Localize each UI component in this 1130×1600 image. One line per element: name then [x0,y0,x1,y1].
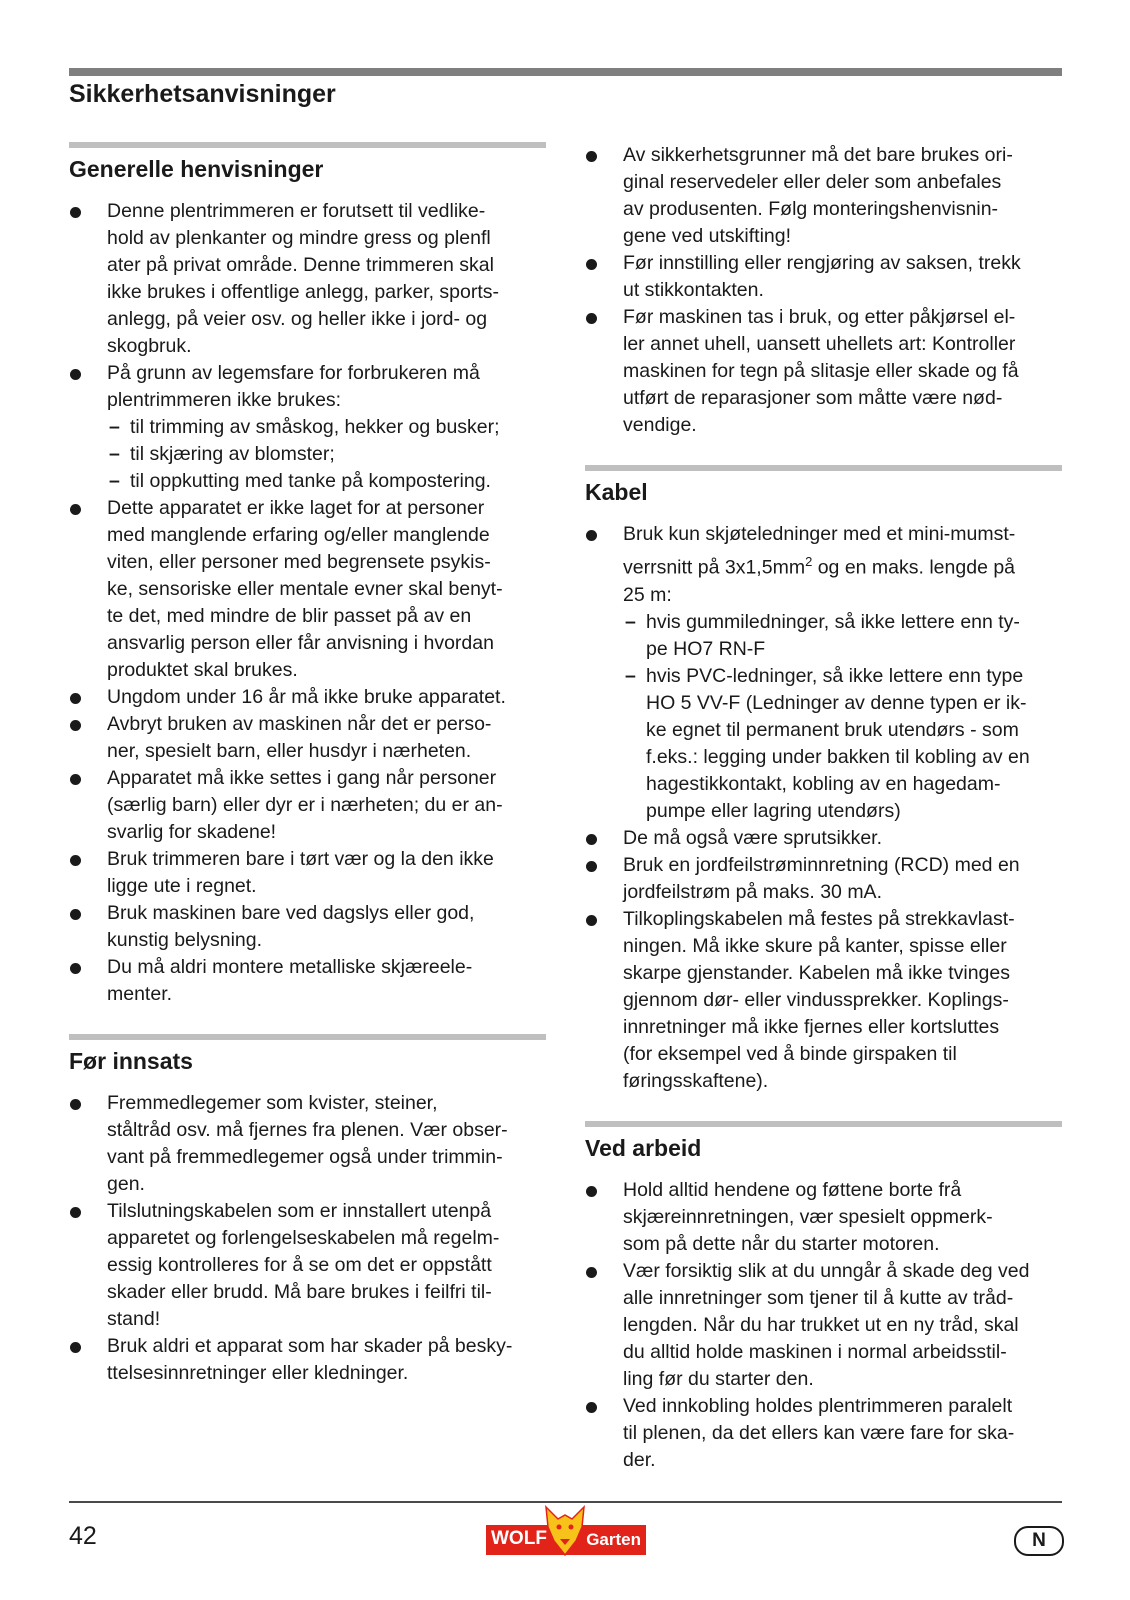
section-rule [69,1034,546,1040]
sub-item [107,414,546,441]
item-text: Apparatet må ikke settes i gang når personer (særlig barn) eller dyr er i nærheten; du er an- svarlig for skadene! [107,767,503,843]
bullet-list [585,142,1062,439]
item-text: Ungdom under 16 år må ikke bruke apparatet. [107,686,506,708]
sub-item-text: til oppkutting med tanke på kompostering. [130,470,491,492]
wolf-emblem-icon [542,1503,588,1559]
bullet-icon [586,915,597,926]
item-text: Tilkoplingskabelen må festes på strekkavlast- ningen. Må ikke skure på kanter, spisse eller skarpe gjenstander. Kabelen må ikke tvinges gjennom dør- eller vindussprekker. Koplings- innretninger må ikke fjernes eller kortsluttes (for eksempel ved å binde girspaken til føringsskaftene). [623,907,1015,1092]
sub-item [623,609,1062,663]
list-item [69,954,546,1008]
section-for-innsats [69,1034,546,1387]
section-title: Generelle henvisninger [69,156,324,182]
list-item [69,198,546,360]
item-text: Av sikkerhetsgrunner må det bare brukes ori- ginal reservedeler eller deler som anbefales av produsenten. Følg monteringshenvisnin- gene ved utskifting! [623,144,1013,247]
bullet-icon [586,1402,597,1413]
section-rule [585,1121,1062,1127]
bullet-icon [70,1099,81,1110]
sub-item-text: hvis gummiledninger, så ikke lettere enn ty- pe HO7 RN-F [646,610,1020,660]
section-rule [585,465,1062,471]
intro-right [585,142,1062,439]
sub-item [107,468,546,495]
list-item [585,852,1062,906]
list-item [69,1090,546,1198]
item-text: Hold alltid hendene og føttene borte frå skjæreinnretningen, vær spesielt oppmerk- som på dette når du starter motoren. [623,1178,993,1255]
item-text: Bruk en jordfeilstrøminnretning (RCD) med en jordfeilstrøm på maks. 30 mA. [623,853,1020,903]
item-text: Før innstilling eller rengjøring av saksen, trekk ut stikkontakten. [623,252,1021,301]
bullet-icon [586,1186,597,1197]
bullet-icon [586,861,597,872]
item-text-after: og en maks. lengde på 25 m: [623,556,1016,606]
logo-text-left: WOLF [491,1528,547,1549]
bullet-list [585,1177,1062,1474]
bullet-list [69,1090,546,1387]
item-text: Bruk trimmeren bare i tørt vær og la den ikke ligge ute i regnet. [107,848,494,897]
bullet-icon [586,259,597,270]
item-text: Før maskinen tas i bruk, og etter påkjørsel el- ler annet uhell, uansett uhellets art: Kontroller maskinen for tegn på slitasje eller skade og få utført de reparasjoner som måtte være nød- vendige. [623,306,1019,436]
section-title: Før innsats [69,1048,193,1074]
list-item [69,360,546,495]
bullet-icon [586,313,597,324]
bullet-icon [70,1207,81,1218]
list-item [69,684,546,711]
item-text-before: Bruk kun skjøteledninger med et mini-mumst- verrsnitt på 3x1,5mm [623,523,1016,579]
list-item [69,1333,546,1387]
list-item [585,1258,1062,1393]
dash-icon: – [109,470,120,492]
section-kabel [585,465,1062,1095]
list-item [585,304,1062,439]
item-text: Denne plentrimmeren er forutsett til vedlike- hold av plenkanter og mindre gress og plenfl ater på privat område. Denne trimmeren skal ikke brukes i offentlige anlegg, parker, sports- anlegg, på veier osv. og heller ikke i jord- og skogbruk. [107,200,500,357]
list-item [69,495,546,684]
dash-icon: – [625,664,636,687]
bullet-icon [70,774,81,785]
dash-icon: – [109,416,120,438]
section-rule [69,142,546,148]
section-title: Kabel [585,479,648,505]
superscript: 2 [805,554,813,569]
item-text: Bruk aldri et apparat som har skader på besky- ttelsesinnretninger eller kledninger. [107,1335,513,1384]
bullet-icon [70,855,81,866]
list-item [585,142,1062,250]
right-column [585,142,1062,1500]
dash-icon: – [625,610,636,633]
list-item [585,521,1062,825]
item-text: Avbryt bruken av maskinen når det er perso- ner, spesielt barn, eller husdyr i nærheten. [107,713,492,762]
bullet-icon [586,1267,597,1278]
item-text: Fremmedlegemer som kvister, steiner, ståltråd osv. må fjernes fra plenen. Vær obser- vant på fremmedlegemer også under trimmin- gen. [107,1092,508,1195]
item-text: Dette apparatet er ikke laget for at personer med manglende erfaring og/eller manglende viten, eller personer med begrensete psykis- ke, sensoriske eller mentale evner skal benyt- te det, med mindre de blir passet på av en ansvarlig person eller får anvisning i hvordan produktet skal brukes. [107,497,503,681]
section-ved-arbeid [585,1121,1062,1474]
sub-list [107,414,546,495]
item-text: Ved innkobling holdes plentrimmeren paralelt til plenen, da det ellers kan være fare for ska- der. [623,1394,1015,1471]
wolf-garten-logo [486,1503,646,1563]
sub-item-text: hvis PVC-ledninger, så ikke lettere enn type HO 5 VV-F (Ledninger av denne typen er ik- ke egnet til permanent bruk utendørs - som f.eks.: legging under bakken til kobling av en hagestikkontakt, kobling av en hagedam- pumpe eller lagring utendørs) [646,664,1030,822]
bullet-icon [70,1342,81,1353]
bullet-icon [70,207,81,218]
bullet-icon [70,369,81,380]
sub-item [107,441,546,468]
logo-text-right: Garten [586,1530,641,1549]
item-text: De må også være sprutsikker. [623,826,883,849]
bullet-icon [586,151,597,162]
sub-item-text: til skjæring av blomster; [130,443,335,465]
list-item [585,825,1062,852]
item-text: Du må aldri montere metalliske skjæreele- menter. [107,956,473,1005]
list-item [69,846,546,900]
sub-item-text: til trimming av småskog, hekker og busker; [130,416,500,438]
bullet-list [69,198,546,1008]
dash-icon: – [109,443,120,465]
item-text: Bruk maskinen bare ved dagslys eller god, kunstig belysning. [107,902,475,951]
sub-list [623,609,1062,825]
bullet-icon [70,909,81,920]
list-item [69,765,546,846]
bullet-icon [70,720,81,731]
page-number: 42 [69,1522,97,1550]
left-column [69,142,546,1413]
bullet-icon [70,504,81,515]
section-generelle-henvisninger [69,142,546,1008]
language-badge: N [1014,1526,1064,1556]
bullet-icon [586,834,597,845]
list-item [585,1177,1062,1258]
list-item [585,906,1062,1095]
page-title: Sikkerhetsanvisninger [69,80,336,108]
bullet-icon [70,693,81,704]
sub-item [623,663,1062,825]
item-text: Tilslutningskabelen som er innstallert utenpå apparetet og forlengelseskabelen må regelm- essig kontrolleres for å se om det er oppstått skader eller brudd. Må bare brukes i feilfri til- stand! [107,1200,500,1330]
item-text: Vær forsiktig slik at du unngår å skade deg ved alle innretninger som tjener til å kutte av tråd- lengden. Når du har trukket ut en ny tråd, skal du alltid holde maskinen i normal arbeidsstil- ling før du starter den. [623,1259,1030,1390]
list-item [69,900,546,954]
item-text: På grunn av legemsfare for forbrukeren må plentrimmeren ikke brukes: [107,362,480,411]
section-title: Ved arbeid [585,1134,702,1161]
top-rule [69,68,1062,76]
list-item [585,1393,1062,1474]
list-item [69,1198,546,1333]
bullet-icon [586,530,597,541]
list-item [585,250,1062,304]
bullet-icon [70,963,81,974]
bullet-list [585,521,1062,1095]
list-item [69,711,546,765]
